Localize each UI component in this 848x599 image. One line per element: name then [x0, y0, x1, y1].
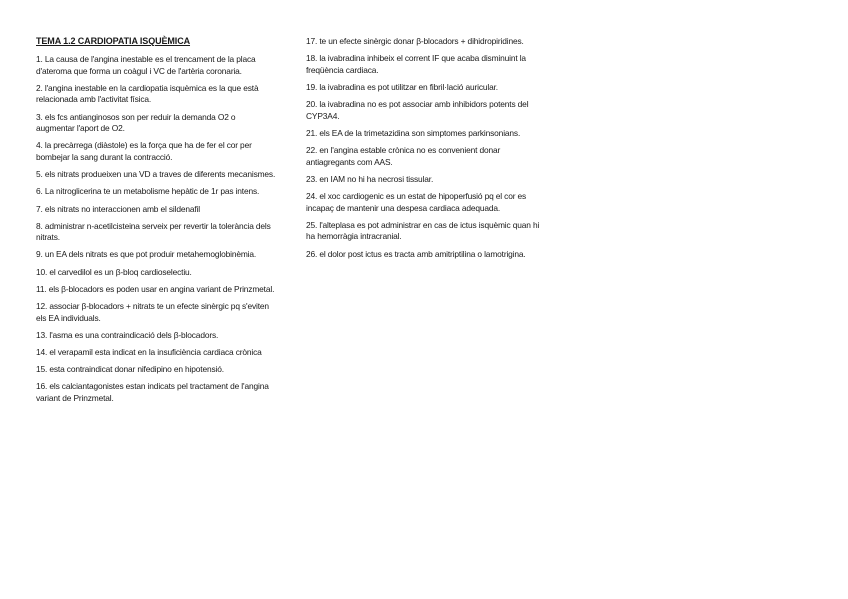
- statement-item: 18. la ivabradina inhibeix el corrent IF que acaba disminuint la freqüència cardiaca.: [306, 53, 526, 75]
- statement-item: 4. la precàrrega (diàstole) es la força que ha de fer el cor per bombejar la sang durant la contracció.: [36, 140, 252, 162]
- statement-item: 25. l'alteplasa es pot administrar en cas de ictus isquèmic quan hi ha hemorràgia intracranial.: [306, 219, 540, 242]
- statement-item: 16. els calciantagonistes estan indicats pel tractament de l'angina variant de Prinzmetal.: [36, 381, 269, 403]
- statement-item: 15. esta contraindicat donar nifedipino en hipotensió.: [36, 364, 224, 375]
- statement-item: 26. el dolor post ictus es tracta amb amitriptilina o lamotrigina.: [306, 248, 526, 259]
- statement-item: 5. els nitrats produeixen una VD a traves de diferents mecanismes.: [36, 169, 276, 180]
- statement-item: 24. el xoc cardiogenic es un estat de hipoperfusió pq el cor es incapaç de mantenir una despesa cardiaca adequada.: [306, 191, 527, 213]
- statement-list-left: [36, 54, 276, 405]
- statement-item: 11. els β-blocadors es poden usar en angina variant de Prinzmetal.: [36, 283, 275, 294]
- statement-item: 9. un EA dels nitrats es que pot produir metahemoglobinèmia.: [36, 249, 257, 260]
- statement-item: 20. la ivabradina no es pot associar amb inhibidors potents del CYP3A4.: [306, 99, 529, 121]
- statement-item: 2. l'angina inestable en la cardiopatia isquèmica es la que està relacionada amb l'activitat física.: [36, 82, 259, 105]
- statement-item: 12. associar β-blocadors + nitrats te un efecte sinèrgic pq s'eviten els EA individuals.: [36, 301, 269, 323]
- statement-item: 7. els nitrats no interaccionen amb el sildenafil: [36, 203, 200, 214]
- statement-item: 17. te un efecte sinèrgic donar β-blocadors + dihidropiridines.: [306, 36, 524, 46]
- statement-item: 8. administrar n-acetilcisteina serveix per revertir la tolerància dels nitrats.: [36, 220, 271, 243]
- statement-item: 1. La causa de l'angina inestable es el trencament de la placa d'ateroma que forma un coàgul i VC de l'artèria coronaria.: [36, 54, 256, 76]
- statement-item: 19. la ivabradina es pot utilitzar en fibril·lació auricular.: [306, 81, 498, 92]
- statement-item: 10. el carvedilol es un β-bloq cardioselectiu.: [36, 266, 192, 277]
- statement-item: 3. els fcs antianginosos son per reduir la demanda O2 o augmentar l'aport de O2.: [36, 111, 236, 134]
- statement-item: 21. els EA de la trimetazidina son simptomes parkinsonians.: [306, 127, 521, 138]
- statement-item: 22. en l'angina estable crònica no es convenient donar antiagregants com AAS.: [306, 145, 501, 167]
- statement-item: 13. l'asma es una contraindicació dels β-blocadors.: [36, 329, 219, 340]
- page-title: TEMA 1.2 CARDIOPATIA ISQUÈMICA: [36, 36, 191, 46]
- left-column: [36, 36, 276, 410]
- right-column: [306, 36, 542, 266]
- statement-item: 14. el verapamil esta indicat en la insuficiència cardiaca crònica: [36, 347, 262, 357]
- statement-item: 6. La nitroglicerina te un metabolisme hepàtic de 1r pas intens.: [36, 186, 260, 197]
- statement-item: 23. en IAM no hi ha necrosi tissular.: [306, 173, 434, 184]
- statement-list-right: [306, 36, 542, 260]
